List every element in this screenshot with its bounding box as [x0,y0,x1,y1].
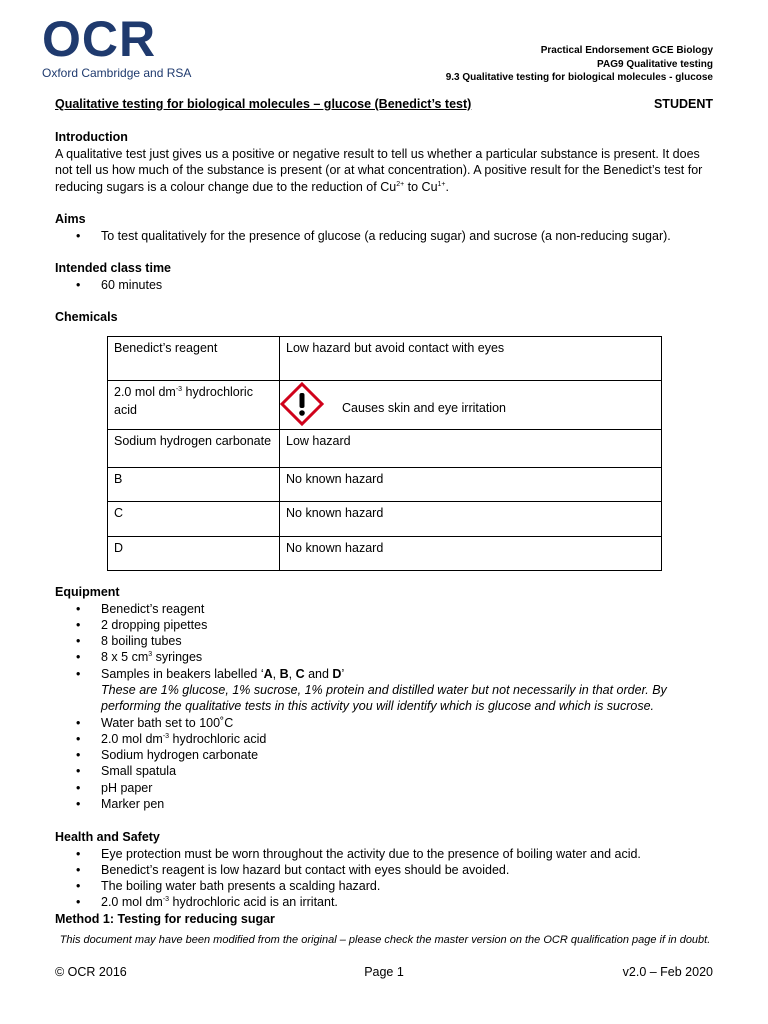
chemical-hazard: No known hazard [280,468,662,502]
header-line-3: 9.3 Qualitative testing for biological molecules - glucose [445,72,713,83]
footer-note: This document may have been modified from the original – please check the master version on the OCR qualification page if in doubt. [59,934,711,946]
aims-list [55,228,715,244]
audience-label: STUDENT [653,97,713,111]
list-item: • Marker pen [55,796,715,812]
aims-section [55,211,715,244]
intro-heading: Introduction [55,130,128,144]
table-row [108,337,662,381]
logo-text: OCR [42,11,157,67]
table-row [108,502,662,537]
chemical-name: 2.0 mol $dm^{-3}$ hydrochloric acid [108,381,280,430]
list-item: • To test qualitatively for the presence of glucose (a reducing sugar) and sucrose (a non-reducing sugar). [55,228,715,244]
copyright: © OCR 2016 [55,965,127,979]
equipment-list [55,601,715,813]
chemicals-heading: Chemicals [55,310,118,324]
aims-heading: Aims [55,212,86,226]
list-item: • 2.0 mol $dm^{-3}$ hydrochloric acid [55,731,715,747]
chemical-name: C [108,502,280,537]
safety-list [55,846,715,911]
list-item: • 8 x 5 $cm^3$ syringes [55,649,715,665]
chemical-hazard: No known hazard [280,502,662,537]
table-row [108,381,662,430]
chemical-name: B [108,468,280,502]
ocr-logo [42,11,192,84]
table-row [108,468,662,502]
chemical-hazard: No known hazard [280,537,662,571]
chemical-name: Benedict’s reagent [108,337,280,381]
list-item: • 8 boiling tubes [55,633,715,649]
class-time-heading: Intended class time [55,261,172,275]
list-item: • Benedict’s reagent is low hazard but contact with eyes should be avoided. [55,862,715,878]
table-row [108,537,662,571]
document-header [446,44,713,85]
version: v2.0 – Feb 2020 [622,965,713,979]
list-item: • 2.0 mol $dm^{-3}$ hydrochloric acid is an irritant. [55,894,715,910]
chemical-name: D [108,537,280,571]
list-item: • The boiling water bath presents a scalding hazard. [55,878,715,894]
chemical-hazard: Low hazard [280,430,662,468]
intro-text: A qualitative test just gives us a positive or negative result to tell us whether a particular substance is present. It does not tell us how much of the substance is present (or at what concentration). A positive result for the Benedict’s test for reducing sugars is a colour change due to the reduction of $Cu^{2+}$ to $Cu^{1+}$. [55,146,703,194]
list-item: • Sodium hydrogen carbonate [55,747,715,763]
class-time-section [55,260,715,293]
class-time-list [55,277,715,293]
list-item: • Eye protection must be worn throughout the activity due to the presence of boiling water and acid. [55,846,715,862]
list-item: • 60 minutes [55,277,715,293]
equipment-section [55,584,715,812]
title-row [55,97,713,111]
exclamation-hazard-icon [278,380,326,428]
equipment-heading: Equipment [55,585,120,599]
chemical-hazard [280,381,662,430]
health-safety-heading: Health and Safety [55,830,160,844]
list-item: • pH paper [55,780,715,796]
chemicals-table [107,336,662,571]
list-item: • Samples in beakers labelled ‘A, B, C and D’ These are 1% glucose, 1% sucrose, 1% protein and distilled water but not necessarily in that order. By performing the qualitative tests in this activity you will identify which is glucose and which is sucrose. [55,666,715,715]
list-item: • Small spatula [55,763,715,779]
introduction-section [55,129,715,195]
logo-subtitle: Oxford Cambridge and RSA [42,66,192,80]
hazard-text: Causes skin and eye irritation [342,401,506,415]
header-line-1: Practical Endorsement GCE Biology [540,45,713,56]
method-heading: Method 1: Testing for reducing sugar [55,911,275,926]
list-item: • 2 dropping pipettes [55,617,715,633]
chemical-name: Sodium hydrogen carbonate [108,430,280,468]
page-number: Page 1 [364,965,404,979]
list-item: • Water bath set to 100˚C [55,715,715,731]
document-title: Qualitative testing for biological molecules – glucose (Benedict’s test) [55,97,472,111]
samples-note: These are 1% glucose, 1% sucrose, 1% protein and distilled water but not necessarily in that order. By performing the qualitative tests in this activity you will identify which is glucose and which is sucrose. [101,682,667,714]
list-item: • Benedict’s reagent [55,601,715,617]
health-safety-section [55,829,715,927]
chemical-hazard: Low hazard but avoid contact with eyes [280,337,662,381]
header-line-2: PAG9 Qualitative testing [597,58,713,70]
table-row [108,430,662,468]
